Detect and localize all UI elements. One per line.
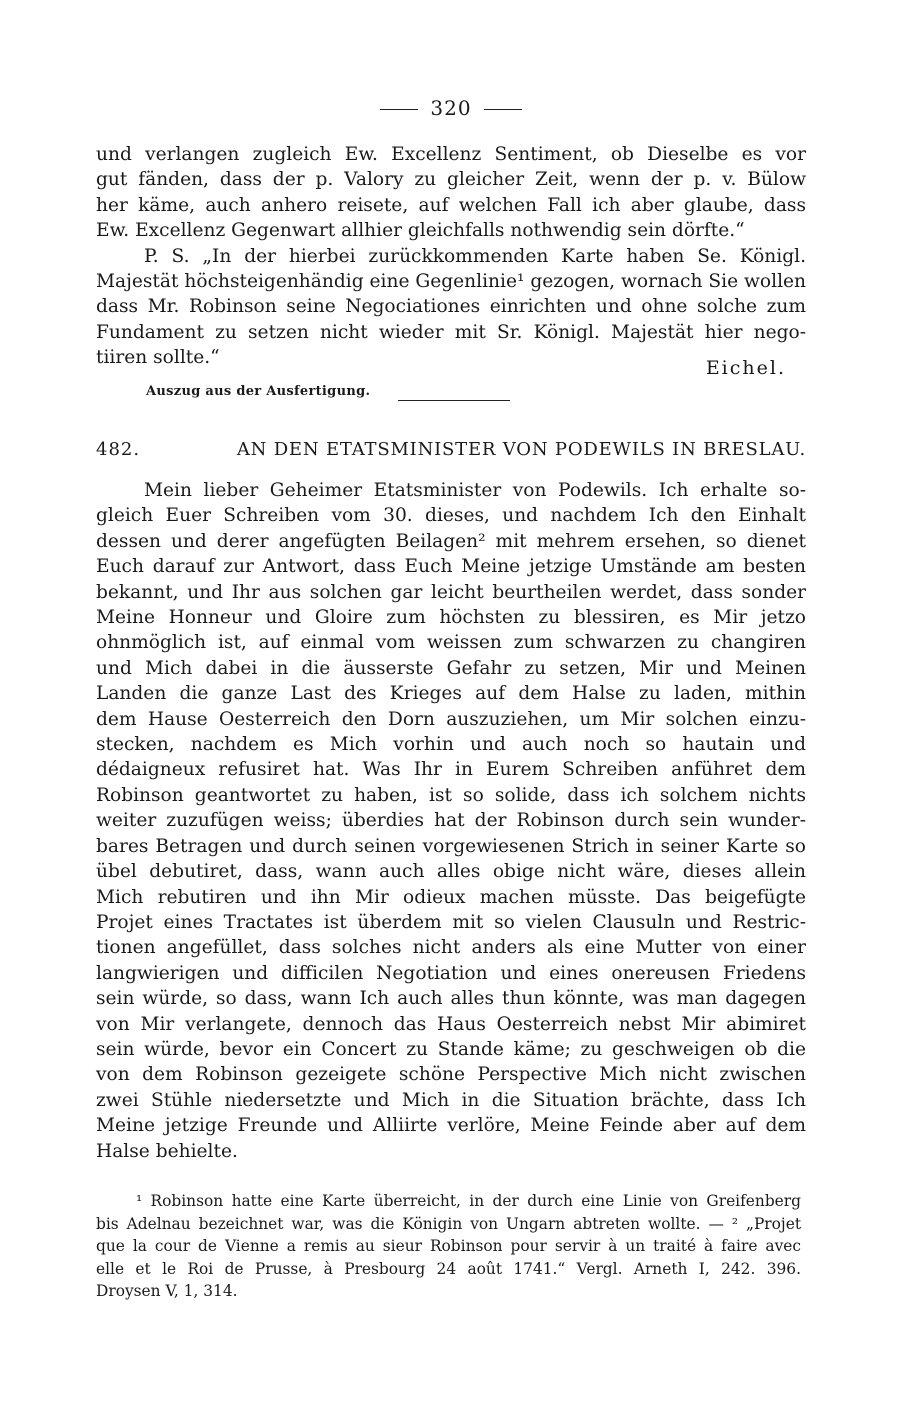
text-line: Meine jetzige Freunde und Alliirte verlöre, Meine Feinde aber auf dem	[96, 1115, 806, 1137]
text-line: gut fänden, dass der p. Valory zu gleicher Zeit, wenn der p. v. Bülow	[96, 169, 806, 191]
text-line: dédaigneux refusiret hat. Was Ihr in Eurem Schreiben anführet dem	[96, 759, 806, 781]
page-number: 320	[430, 96, 472, 120]
text-line: tiiren sollte.“	[96, 347, 220, 369]
letter1-text	[96, 142, 806, 371]
text-line: stecken, nachdem es Mich vorhin und auch noch so hautain und	[96, 734, 806, 756]
text-line: her käme, auch anhero reisete, auf welchen Fall ich aber glaube, dass	[96, 194, 806, 216]
signature: Eichel.	[705, 357, 786, 379]
text-line: dem Hause Oesterreich den Dorn auszuziehen, um Mir solchen einzu-	[96, 708, 806, 730]
text-line: und Mich dabei in die äusserste Gefahr zu setzen, Mir und Meinen	[96, 657, 806, 679]
text-line: von Mir verlangete, dennoch das Haus Oesterreich nebst Mir abimiret	[96, 1013, 806, 1035]
source-note: Auszug aus der Ausfertigung.	[146, 384, 371, 399]
letter-title: AN DEN ETATSMINISTER VON PODEWILS IN BRESLAU.	[236, 439, 806, 460]
text-line: Ew. Excellenz Gegenwart allhier gleichfalls nothwendig sein dörfte.“	[96, 220, 745, 242]
text-line: weiter zuzufügen weiss; überdies hat der Robinson durch sein wunder-	[96, 810, 806, 832]
text-line: übel debutiret, dass, wann auch alles obige nicht wäre, dieses allein	[96, 861, 806, 883]
footnote-line: ¹ Robinson hatte eine Karte überreicht, in der durch eine Linie von Greifenberg	[136, 1192, 801, 1210]
page-header	[96, 96, 806, 120]
text-line: dass Mr. Robinson seine Negociationes einrichten und ohne solche zum	[96, 296, 806, 318]
text-line: Mich rebutiren und ihn Mir odieux machen müsste. Das beigefügte	[96, 886, 806, 908]
text-line: sein würde, so dass, wann Ich auch alles thun könnte, was man dagegen	[96, 988, 806, 1010]
text-line: ohnmöglich ist, auf einmal vom weissen zum schwarzen zu changiren	[96, 632, 806, 654]
text-line: bares Betragen und durch seinen vorgewiesenen Strich in seiner Karte so	[96, 835, 806, 857]
letter-heading	[96, 439, 806, 460]
text-line: Meine Honneur und Gloire zum höchsten zu blessiren, es Mir jetzo	[96, 607, 806, 629]
text-line: und verlangen zugleich Ew. Excellenz Sentiment, ob Dieselbe es vor	[96, 144, 806, 165]
footnote-line: Droysen V, 1, 314.	[96, 1282, 238, 1301]
text-line: tionen angefüllet, dass solches nicht anders als eine Mutter von einer	[96, 937, 806, 959]
text-line: von dem Robinson gezeigete schöne Perspective Mich nicht zwischen	[96, 1064, 806, 1086]
text-line: Robinson geantwortet zu haben, ist so solide, dass ich solchem nichts	[96, 784, 806, 806]
footnote-line: elle et le Roi de Prusse, à Presbourg 24 août 1741.“ Vergl. Arneth I, 242. 396.	[96, 1259, 801, 1278]
text-line: bekannt, und Ihr aus solchen gar leicht beurtheilen werdet, dass sonder	[96, 581, 806, 603]
text-line: Landen die ganze Last des Krieges auf dem Halse zu laden, mithin	[96, 683, 806, 705]
text-line: Majestät höchsteigenhändig eine Gegenlinie¹ gezogen, wornach Sie wollen	[96, 271, 806, 293]
text-line: dessen und derer angefügten Beilagen² mit mehrem ersehen, so dienet	[96, 530, 806, 552]
text-line: Fundament zu setzen nicht wieder mit Sr. Königl. Majestät hier nego-	[96, 321, 806, 343]
text-line: sein würde, bevor ein Concert zu Stande käme; zu geschweigen ob die	[96, 1038, 806, 1060]
text-line: P. S. „In der hierbei zurückkommenden Karte haben Se. Königl.	[144, 245, 806, 267]
section-divider	[398, 400, 510, 401]
text-line: gleich Euer Schreiben vom 30. dieses, und nachdem Ich den Einhalt	[96, 505, 806, 527]
text-line: Mein lieber Geheimer Etatsminister von Podewils. Ich erhalte so-	[144, 480, 806, 501]
text-line: Euch darauf zur Antwort, dass Euch Meine jetzige Umstände am besten	[96, 556, 806, 578]
text-line: zwei Stühle niedersetzte und Mich in die Situation brächte, dass Ich	[96, 1089, 806, 1111]
text-line: langwierigen und difficilen Negotiation und eines onereusen Friedens	[96, 962, 806, 984]
header-rule-right	[484, 109, 522, 110]
letter-number: 482.	[96, 439, 141, 460]
letter2-text	[96, 478, 806, 1164]
footnotes	[96, 1190, 801, 1303]
footnote-line: que la cour de Vienne a remis au sieur Robinson pour servir à un traité à faire avec	[96, 1237, 801, 1256]
footnote-line: bis Adelnau bezeichnet war, was die Königin von Ungarn abtreten wollte. — ² „Projet	[96, 1214, 801, 1233]
text-line: Halse behielte.	[96, 1140, 238, 1162]
header-rule-left	[380, 109, 418, 110]
text-line: Projet eines Tractates ist überdem mit so vielen Clausuln und Restric-	[96, 911, 806, 933]
